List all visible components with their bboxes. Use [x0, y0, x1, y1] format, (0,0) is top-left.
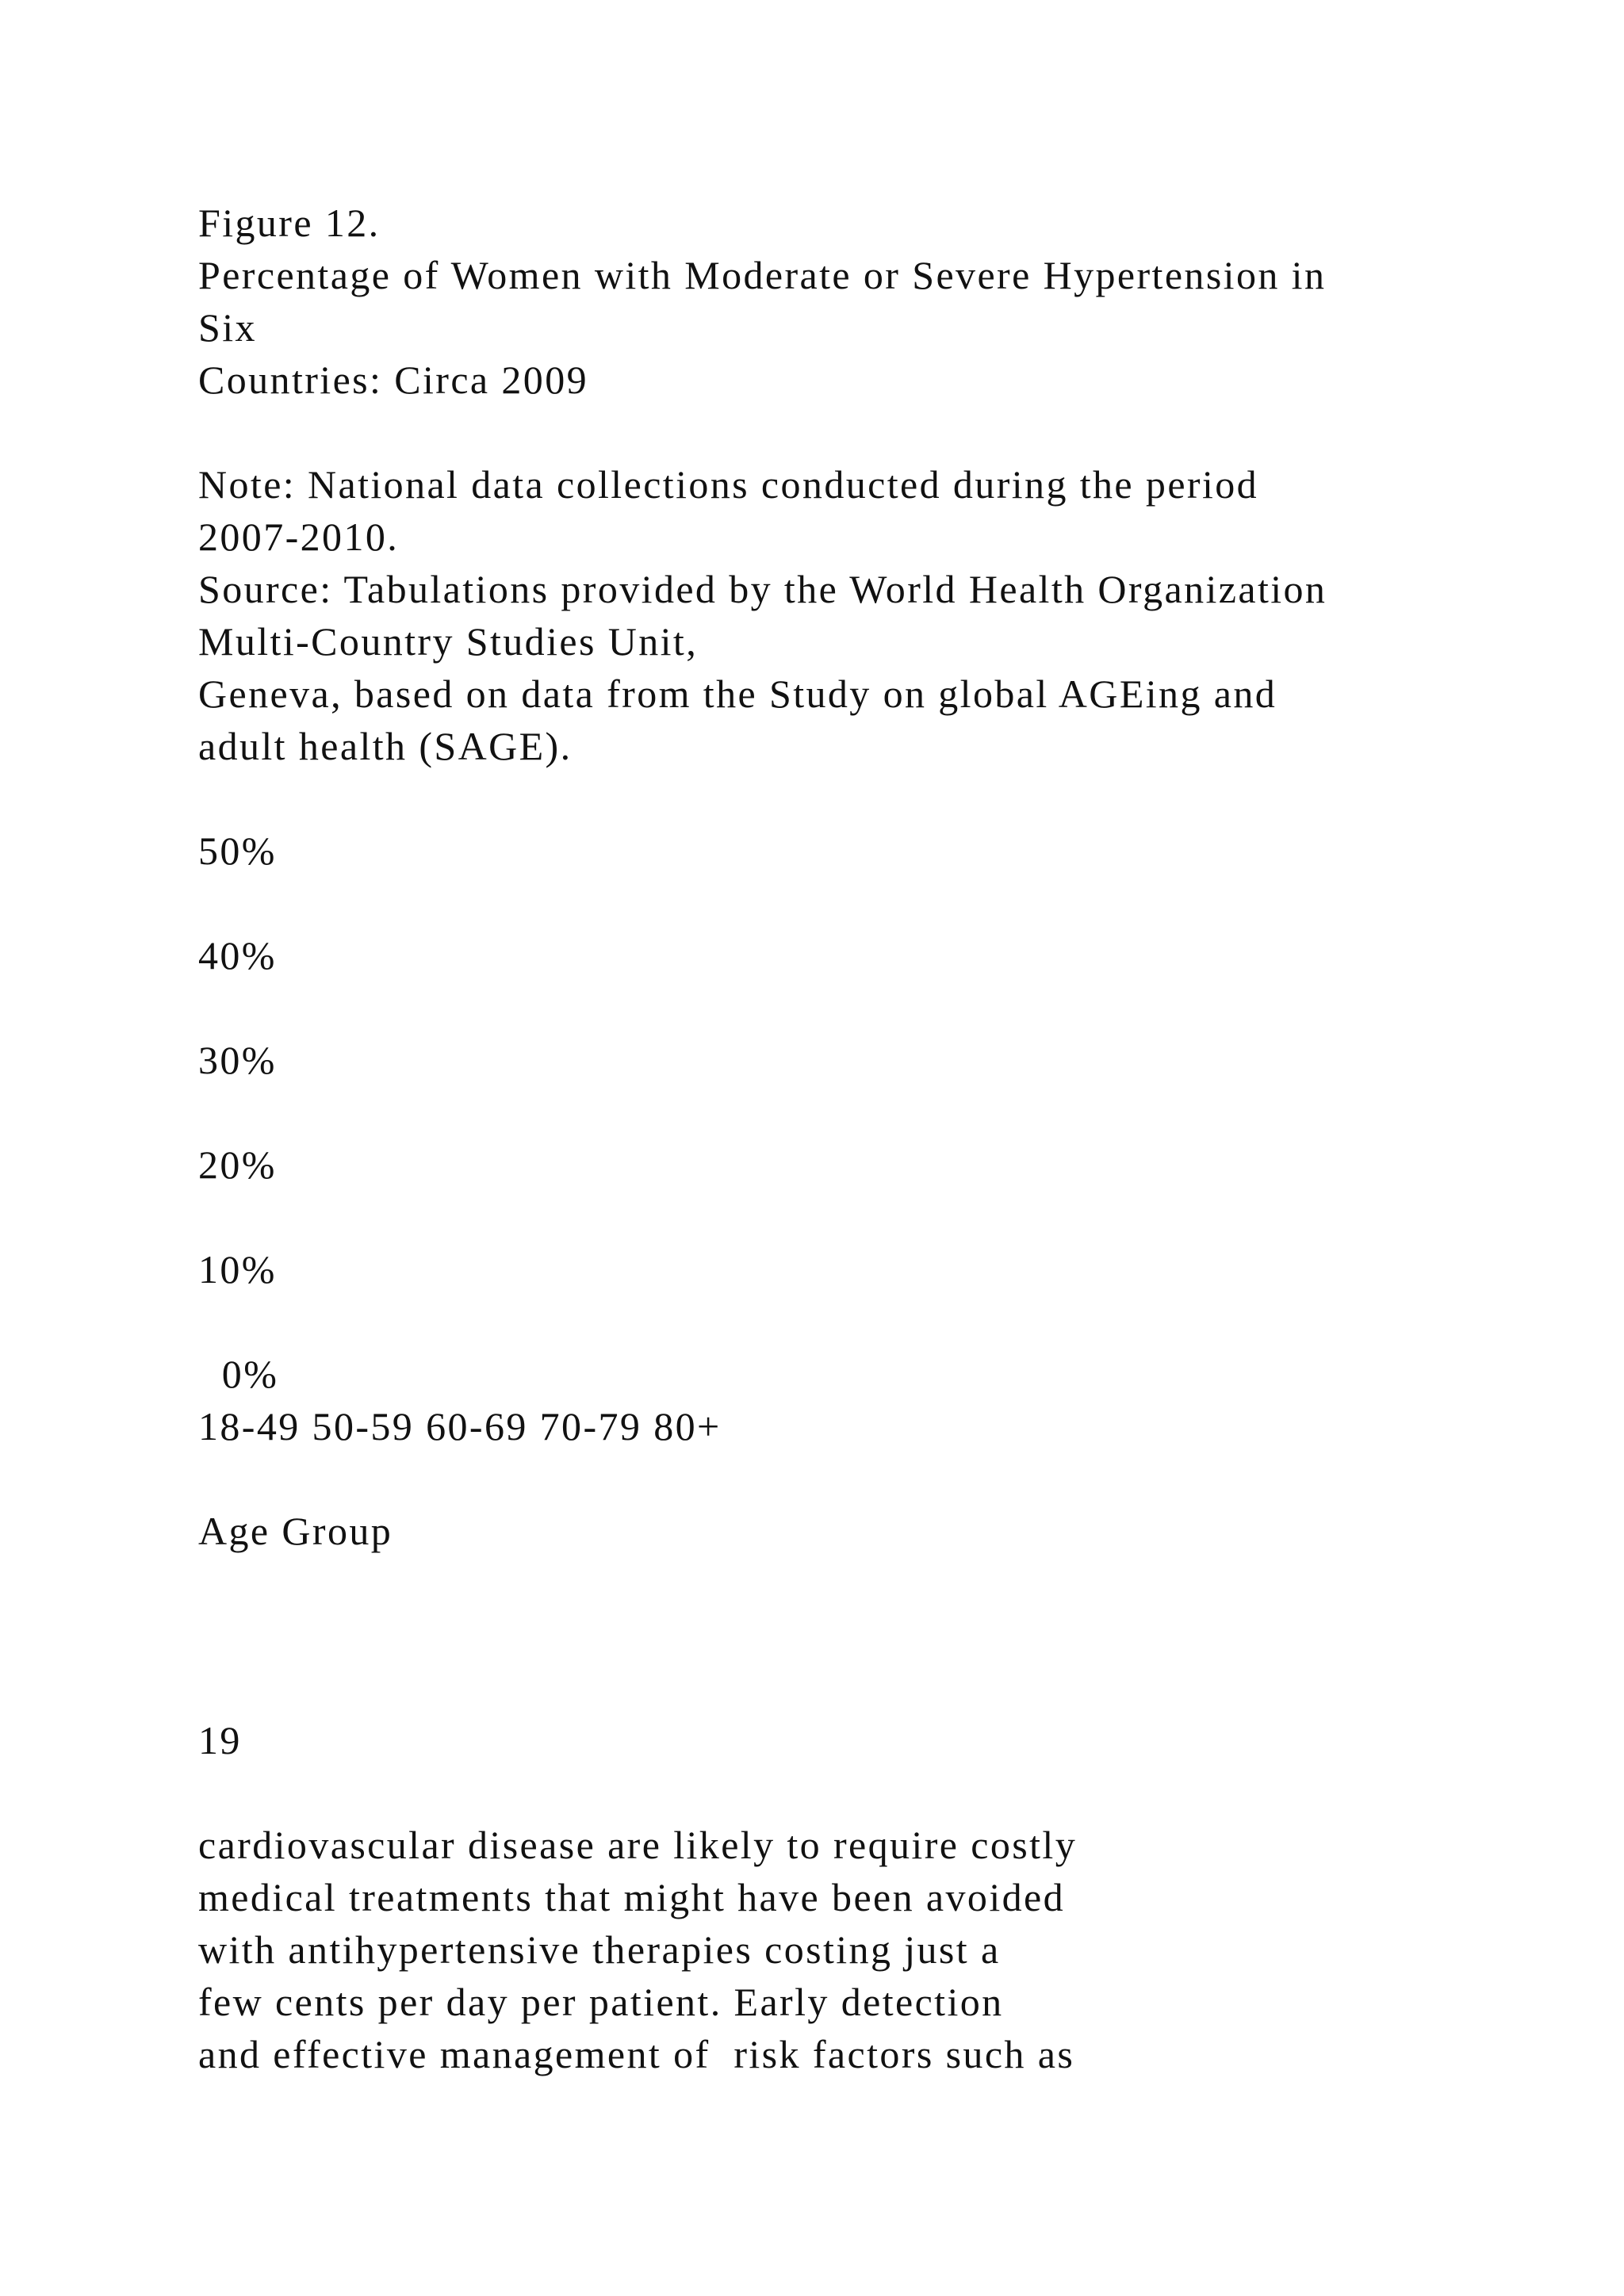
- x-tick-labels: 18-49 50-59 60-69 70-79 80+: [198, 1404, 722, 1448]
- y-tick-30: 30%: [198, 1038, 277, 1082]
- figure-title-line-3: Countries: Circa 2009: [198, 358, 589, 402]
- y-tick-40: 40%: [198, 933, 277, 978]
- source-line-1: Source: Tabulations provided by the World Health Organization: [198, 567, 1327, 611]
- figure-label: Figure 12.: [198, 201, 381, 245]
- figure-title-line-1: Percentage of Women with Moderate or Severe Hypertension in: [198, 253, 1327, 297]
- source-line-3: Geneva, based on data from the Study on global AGEing and: [198, 672, 1277, 716]
- body-text-line-5: and effective management of risk factors such as: [198, 2032, 1075, 2076]
- body-text-line-2: medical treatments that might have been avoided: [198, 1875, 1065, 1919]
- y-tick-50: 50%: [198, 828, 277, 873]
- body-text-line-3: with antihypertensive therapies costing just a: [198, 1927, 1001, 1972]
- y-tick-0: 0%: [198, 1352, 279, 1396]
- note-line-2: 2007-2010.: [198, 515, 400, 559]
- figure-title-line-2: Six: [198, 305, 257, 350]
- y-tick-20: 20%: [198, 1142, 277, 1187]
- note-line-1: Note: National data collections conducted during the period: [198, 462, 1259, 507]
- y-tick-10: 10%: [198, 1247, 277, 1292]
- body-text-line-1: cardiovascular disease are likely to require costly: [198, 1823, 1078, 1867]
- source-line-2: Multi-Country Studies Unit,: [198, 619, 699, 664]
- x-axis-label: Age Group: [198, 1509, 393, 1553]
- page-number: 19: [198, 1718, 242, 1762]
- source-line-4: adult health (SAGE).: [198, 724, 573, 768]
- body-text-line-4: few cents per day per patient. Early detection: [198, 1980, 1004, 2024]
